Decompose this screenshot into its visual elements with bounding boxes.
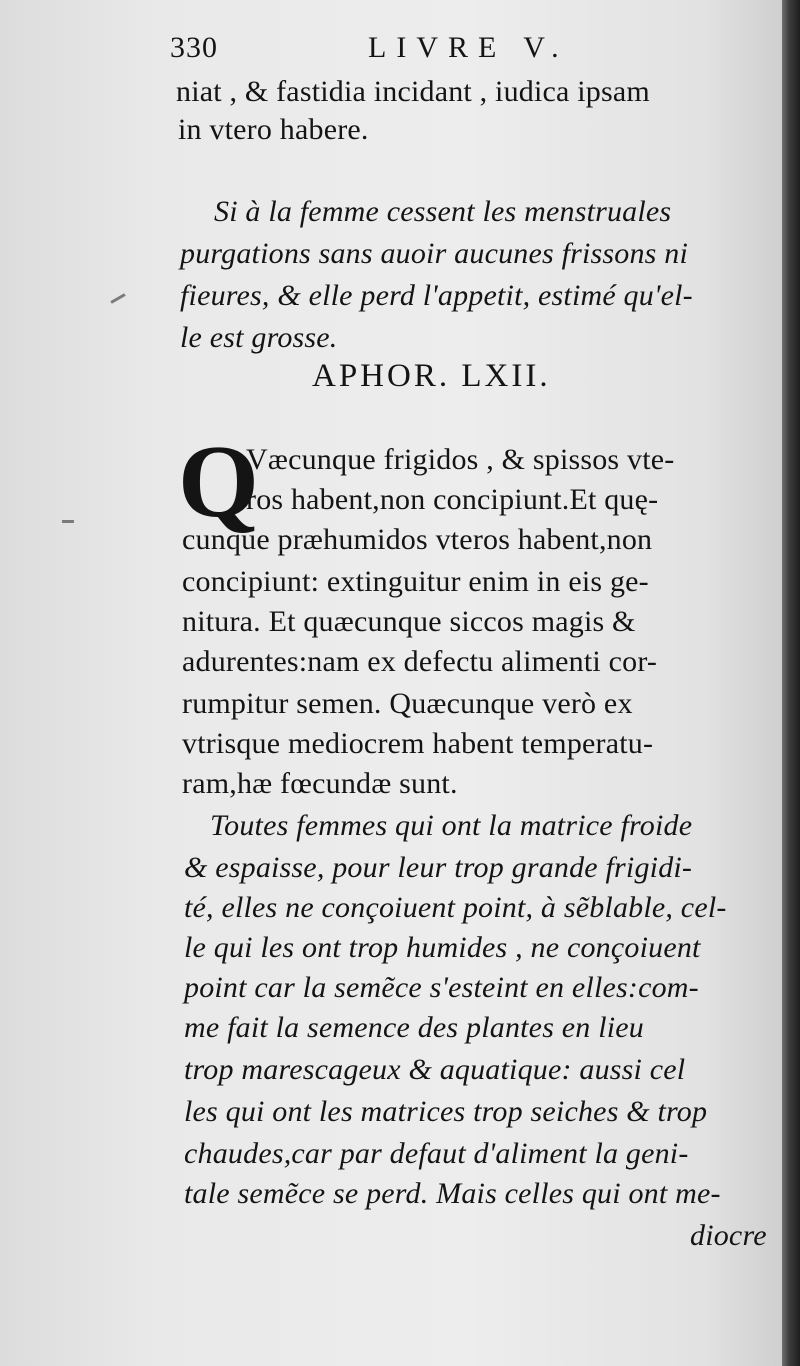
- aphorism-heading: APHOR. LXII.: [312, 358, 551, 394]
- latin-line: ram,hæ fœcundæ sunt.: [182, 767, 458, 800]
- latin-line: vtrisque mediocrem habent temperatu-: [182, 727, 654, 760]
- running-title: LIVRE V.: [368, 31, 569, 64]
- french-line: Toutes femmes qui ont la matrice froide: [210, 809, 693, 842]
- french-line: tale semẽce se perd. Mais celles qui ont me-: [184, 1177, 721, 1210]
- french-line: Si à la femme cessent les menstruales: [214, 195, 672, 228]
- french-line: point car la semẽce s'esteint en elles:com-: [184, 971, 699, 1004]
- french-line: fieures, & elle perd l'appetit, estimé qu'el-: [180, 279, 693, 312]
- page-binding-edge: [782, 0, 800, 1366]
- latin-line: in vtero habere.: [178, 113, 369, 146]
- drop-capital: Q: [178, 424, 259, 539]
- french-line: té, elles ne conçoiuent point, à sẽblable, cel-: [184, 891, 727, 924]
- french-line: purgations sans auoir aucunes frissons ni: [180, 237, 688, 270]
- french-line: les qui ont les matrices trop seiches & trop: [184, 1095, 708, 1128]
- catchword: diocre: [690, 1219, 767, 1252]
- french-line: le qui les ont trop humides , ne conçoiuent: [184, 931, 701, 964]
- latin-line: nitura. Et quæcunque siccos magis &: [182, 605, 636, 638]
- latin-line: concipiunt: extinguitur enim in eis ge-: [182, 565, 649, 598]
- latin-line: Væcunque frigidos , & spissos vte-: [246, 443, 675, 476]
- latin-line: adurentes:nam ex defectu alimenti cor-: [182, 645, 658, 678]
- french-line: trop marescageux & aquatique: aussi cel: [184, 1053, 686, 1086]
- french-line: le est grosse.: [180, 321, 338, 354]
- latin-line: cunque præhumidos vteros habent,non: [182, 523, 653, 556]
- french-line: me fait la semence des plantes en lieu: [184, 1011, 644, 1044]
- french-line: & espaisse, pour leur trop grande frigidi-: [184, 851, 693, 884]
- latin-line: ros habent,non concipiunt.Et quę-: [246, 483, 659, 516]
- latin-line: rumpitur semen. Quæcunque verò ex: [182, 687, 633, 720]
- page-number: 330: [170, 31, 218, 64]
- french-line: chaudes,car par defaut d'aliment la geni-: [184, 1137, 689, 1170]
- latin-line: niat , & fastidia incidant , iudica ipsam: [176, 75, 650, 108]
- margin-mark: [62, 520, 74, 523]
